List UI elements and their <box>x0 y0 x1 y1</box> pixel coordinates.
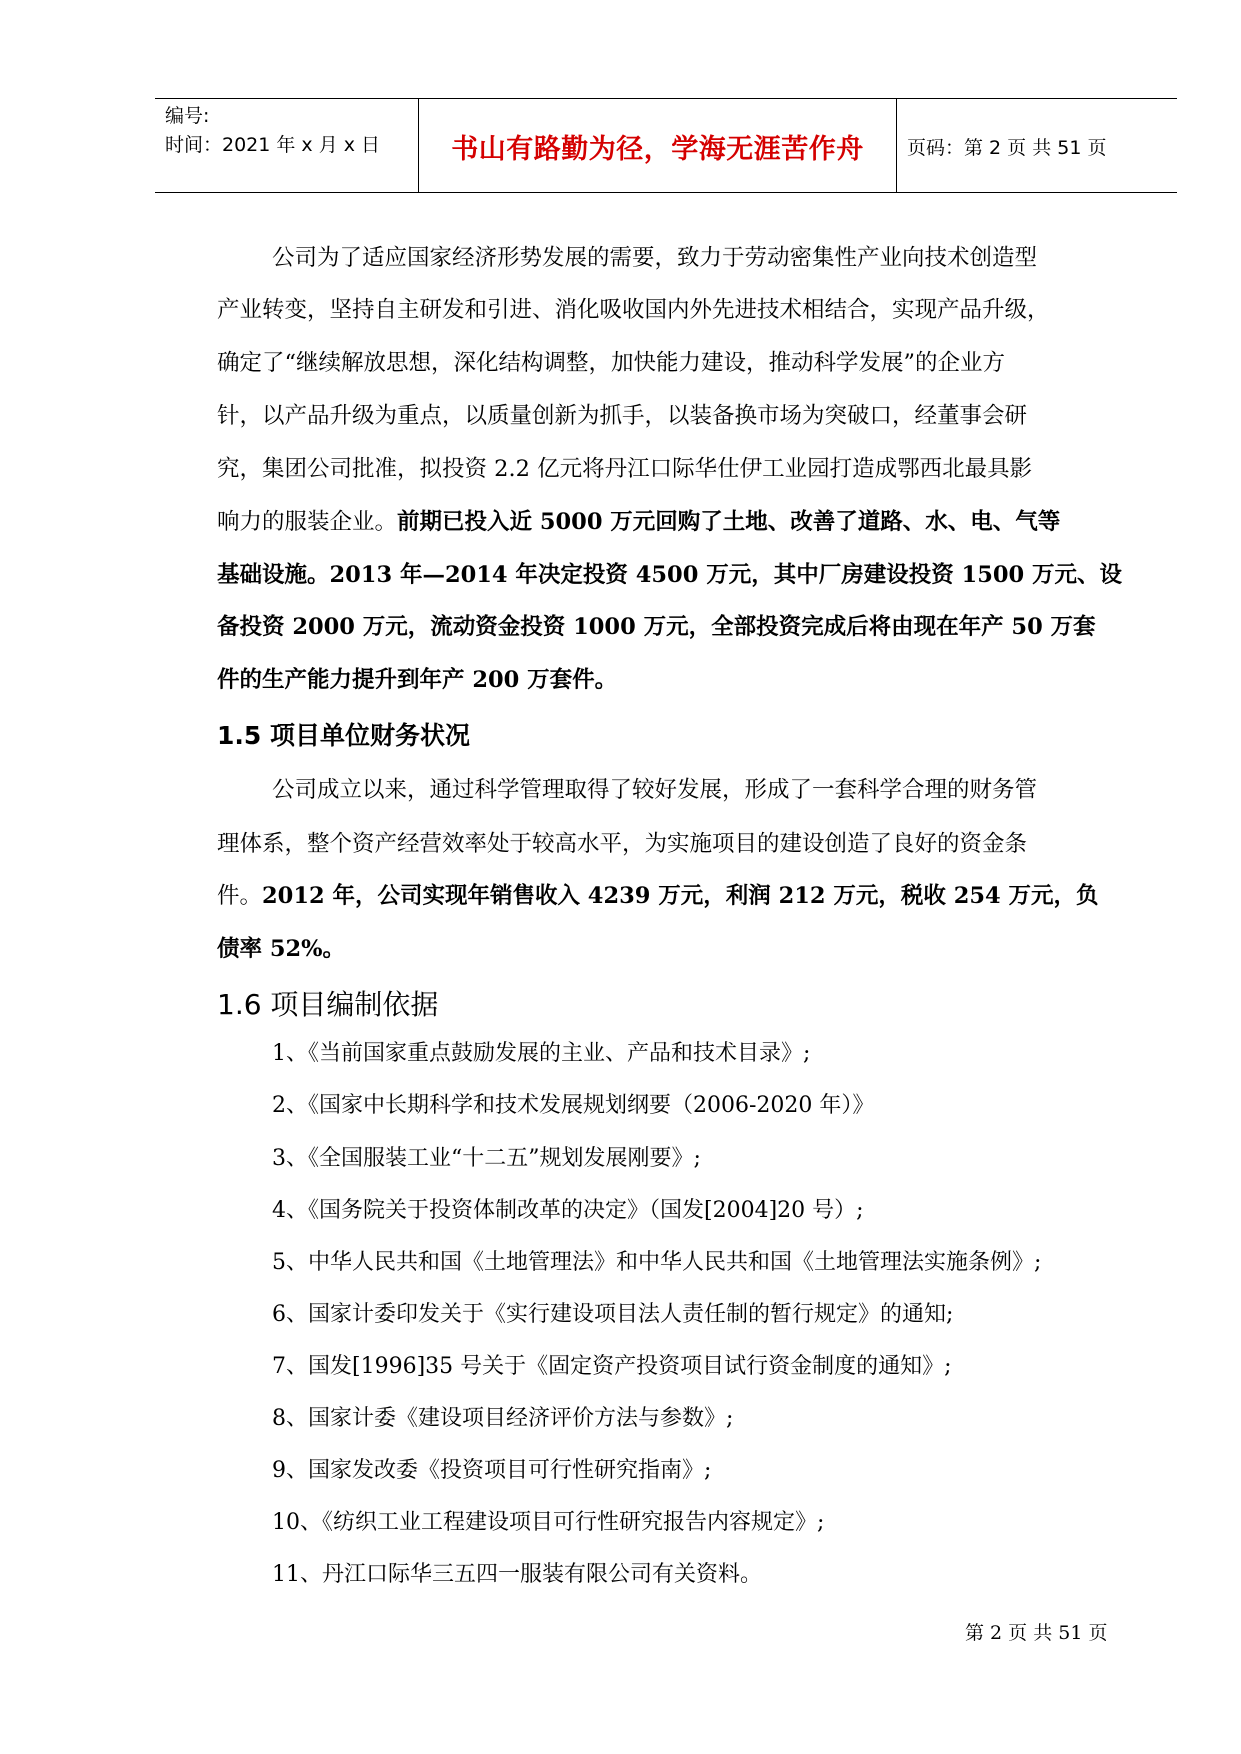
paragraph-line: 件的生产能力提升到年产 200 万套件。 <box>217 667 618 693</box>
section-heading: 1.5 项目单位财务状况 <box>217 721 470 750</box>
page-footer: 第 2 页 共 51 页 <box>965 1622 1108 1644</box>
list-item: 7、国发[1996]35 号关于《固定资产投资项目试行资金制度的通知》; <box>272 1354 952 1379</box>
page-header <box>155 98 1177 193</box>
header-motto: 书山有路勤为径，学海无涯苦作舟 <box>451 134 864 165</box>
paragraph-line: 理体系，整个资产经营效率处于较高水平，为实施项目的建设创造了良好的资金条 <box>217 831 1028 857</box>
paragraph-line: 确定了“继续解放思想，深化结构调整，加快能力建设，推动科学发展”的企业方 <box>217 350 1006 376</box>
number-label: 编号: <box>165 105 210 127</box>
list-item: 8、国家计委《建设项目经济评价方法与参数》; <box>272 1406 734 1431</box>
paragraph-text: 响力的服装企业。 <box>217 509 398 535</box>
time-label: 时间：2021 年 x 月 x 日 <box>165 134 381 156</box>
header-meta <box>165 102 415 160</box>
paragraph-line: 产业转变，坚持自主研发和引进、消化吸收国内外先进技术相结合，实现产品升级， <box>217 297 1050 323</box>
list-item: 9、国家发改委《投资项目可行性研究指南》; <box>272 1458 712 1483</box>
list-item: 4、《国务院关于投资体制改革的决定》（国发[2004]20 号）; <box>272 1198 864 1223</box>
paragraph-line: 债率 52%。 <box>217 936 346 962</box>
paragraph-bold-text: 2012 年，公司实现年销售收入 4239 万元，利润 212 万元，税收 254 万元，负 <box>262 883 1099 909</box>
paragraph-line: 针，以产品升级为重点，以质量创新为抓手，以装备换市场为突破口，经董事会研 <box>217 403 1028 429</box>
list-item: 1、《当前国家重点鼓励发展的主业、产品和技术目录》; <box>272 1041 811 1066</box>
list-item: 10、《纺织工业工程建设项目可行性研究报告内容规定》; <box>272 1510 825 1535</box>
list-item: 6、国家计委印发关于《实行建设项目法人责任制的暂行规定》的通知; <box>272 1302 954 1327</box>
paragraph-line: 备投资 2000 万元，流动资金投资 1000 万元，全部投资完成后将由现在年产 50 万套 <box>217 614 1096 640</box>
list-item: 3、《全国服装工业“十二五”规划发展刚要》; <box>272 1146 701 1171</box>
paragraph-text: 件。 <box>217 883 263 909</box>
paragraph-line <box>217 504 1120 536</box>
section-heading: 1.6 项目编制依据 <box>217 988 439 1021</box>
paragraph-line: 基础设施。2013 年—2014 年决定投资 4500 万元，其中厂房建设投资 1500 万元、设 <box>217 562 1122 588</box>
list-item: 11、丹江口际华三五四一服装有限公司有关资料。 <box>272 1562 762 1587</box>
paragraph-line: 公司成立以来，通过科学管理取得了较好发展，形成了一套科学合理的财务管 <box>272 777 1038 803</box>
paragraph-bold-text: 前期已投入近 5000 万元回购了土地、改善了道路、水、电、气等 <box>397 509 1061 535</box>
list-item: 2、《国家中长期科学和技术发展规划纲要（2006-2020 年）》 <box>272 1093 875 1118</box>
header-divider <box>896 99 897 192</box>
paragraph-line <box>217 878 1120 910</box>
paragraph-line: 究，集团公司批准，拟投资 2.2 亿元将丹江口际华仕伊工业园打造成鄂西北最具影 <box>217 456 1033 482</box>
header-page-info: 页码：第 2 页 共 51 页 <box>907 137 1107 159</box>
paragraph-line: 公司为了适应国家经济形势发展的需要，致力于劳动密集性产业向技术创造型 <box>272 245 1038 271</box>
list-item: 5、中华人民共和国《土地管理法》和中华人民共和国《土地管理法实施条例》; <box>272 1250 1042 1275</box>
